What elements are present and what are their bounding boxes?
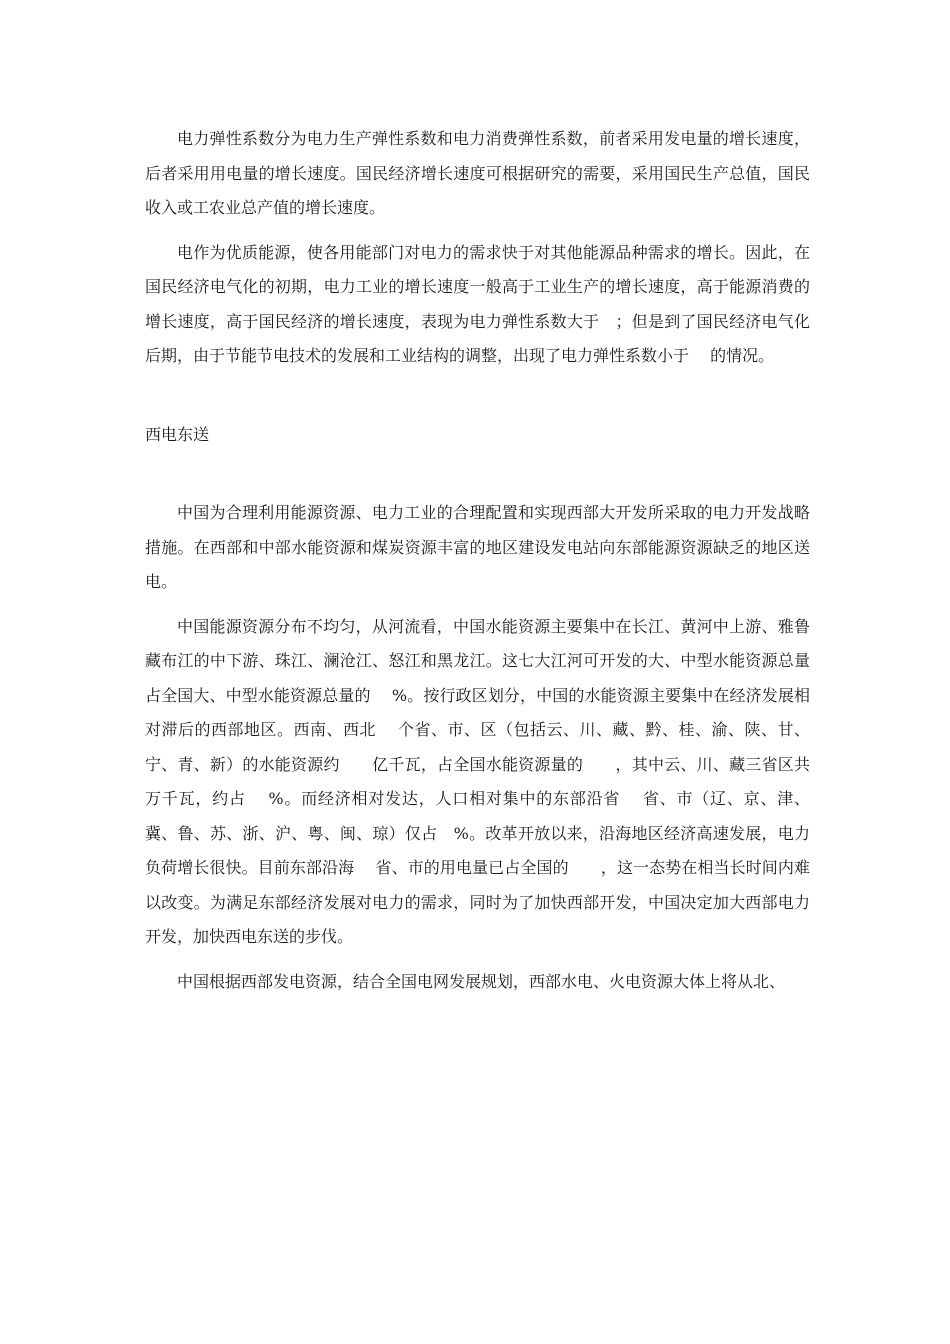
section-heading: 西电东送: [145, 424, 210, 444]
paragraph-resource-distribution: 中国能源资源分布不均匀，从河流看，中国水能资源主要集中在长江、黄河中上游、雅鲁藏布江的中下游、珠江、澜沧江、怒江和黑龙江。这七大江河可开发的大、中型水能资源总量占全国大、中型水能资源总量的 %。按行政区划分，中国的水能资源主要集中在经济发展相对滞后的西部地区。西南、西北 个省、市、区（包括云、川、藏、黔、桂、渝、陕、甘、宁、青、新）的水能资源约 亿千瓦，占全国水能资源量的 ，其中云、川、藏三省区共 万千瓦，约占 %。而经济相对发达，人口相对集中的东部沿省 省、市（辽、京、津、冀、鲁、苏、浙、沪、粤、闽、琼）仅占 %。改革开放以来，沿海地区经济高速发展，电力负荷增长很快。目前东部沿海 省、市的用电量已占全国的 ，这一态势在相当长时间内难以改变。为满足东部经济发展对电力的需求，同时为了加快西部开发，中国决定加大西部电力开发，加快西电东送的步伐。: [145, 616, 859, 946]
paragraph-electricity-growth: 电作为优质能源，使各用能部门对电力的需求快于对其他能源品种需求的增长。因此，在国民经济电气化的初期，电力工业的增长速度一般高于工业生产的增长速度，高于能源消费的增长速度，高于国民经济的增长速度，表现为电力弹性系数大于 ；但是到了国民经济电气化后期，由于节能节电技术的发展和工业结构的调整，出现了电力弹性系数小于 的情况。: [145, 242, 810, 365]
paragraph-elasticity-definition: 电力弹性系数分为电力生产弹性系数和电力消费弹性系数，前者采用发电量的增长速度，后者采用用电量的增长速度。国民经济增长速度可根据研究的需要，采用国民生产总值，国民收入或工农业总产值的增长速度。: [145, 129, 810, 217]
document-body: [145, 122, 859, 999]
paragraph-west-east-definition: 中国为合理利用能源资源、电力工业的合理配置和实现西部大开发所采取的电力开发战略措施。在西部和中部水能资源和煤炭资源丰富的地区建设发电站向东部能源资源缺乏的地区送电。: [145, 503, 810, 591]
paragraph-development-plan: 中国根据西部发电资源，结合全国电网发展规划，西部水电、火电资源大体上将从北、: [177, 971, 786, 991]
